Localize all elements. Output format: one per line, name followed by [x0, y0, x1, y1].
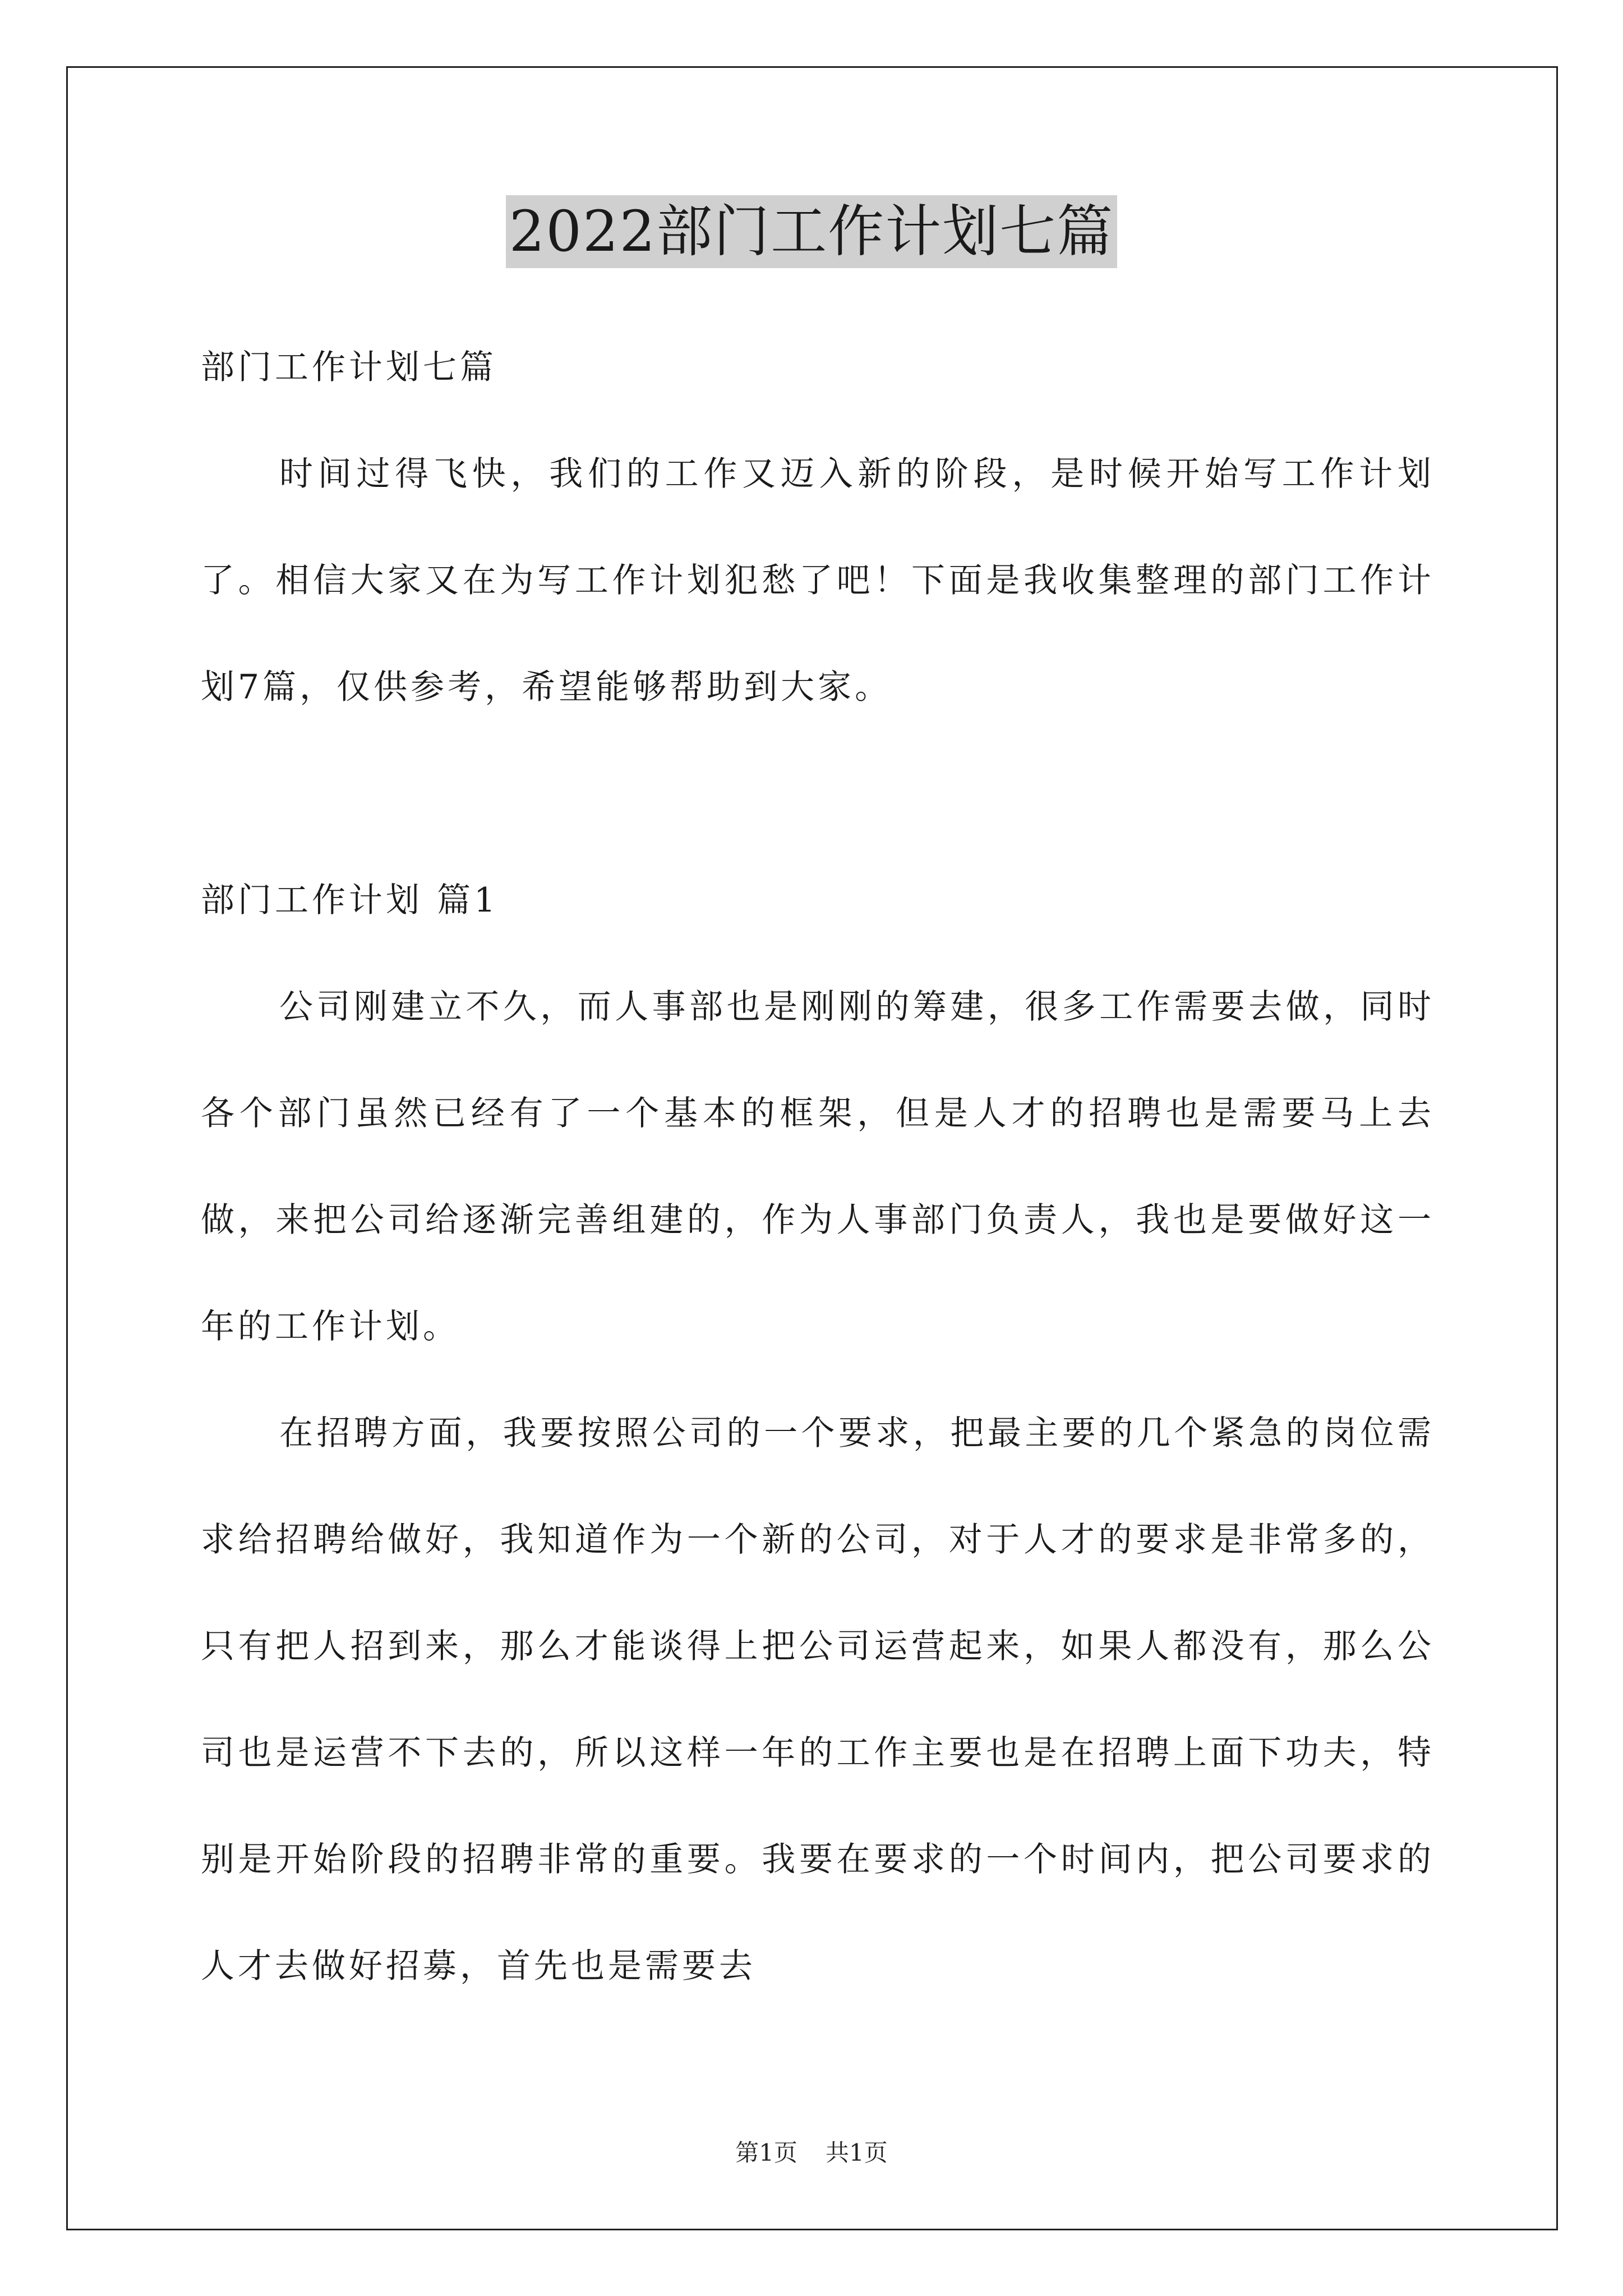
body-paragraph: 在招聘方面，我要按照公司的一个要求，把最主要的几个紧急的岗位需求给招聘给做好，我知道作为一个新的公司，对于人才的要求是非常多的，只有把人招到来，那么才能谈得上把公司运营起来，如果人都没有，那么公司也是运营不下去的，所以这样一年的工作主要也是在招聘上面下功夫，特别是开始阶段的招聘非常的重要。我要在要求的一个时间内，把公司要求的人才去做好招募，首先也是需要去	[201, 1414, 1435, 1986]
section-spacer	[201, 740, 1435, 847]
document-title-wrapper	[0, 195, 1623, 268]
page-total: 共1页	[826, 2139, 888, 2166]
document-subtitle: 部门工作计划七篇	[201, 348, 497, 387]
page-number: 第1页	[735, 2139, 797, 2166]
body-paragraph: 公司刚建立不久，而人事部也是刚刚的筹建，很多工作需要去做，同时各个部门虽然已经有了一个基本的框架，但是人才的招聘也是需要马上去做，来把公司给逐渐完善组建的，作为人事部门负责人，我也是要做好这一年的工作计划。	[201, 987, 1435, 1346]
document-title: 2022部门工作计划七篇	[506, 195, 1118, 268]
section-heading: 部门工作计划 篇1	[201, 881, 499, 920]
document-body	[201, 314, 1435, 2019]
page-footer	[0, 2134, 1623, 2168]
intro-paragraph: 时间过得飞快，我们的工作又迈入新的阶段，是时候开始写工作计划了。相信大家又在为写工作计划犯愁了吧！下面是我收集整理的部门工作计划7篇，仅供参考，希望能够帮助到大家。	[201, 454, 1435, 707]
